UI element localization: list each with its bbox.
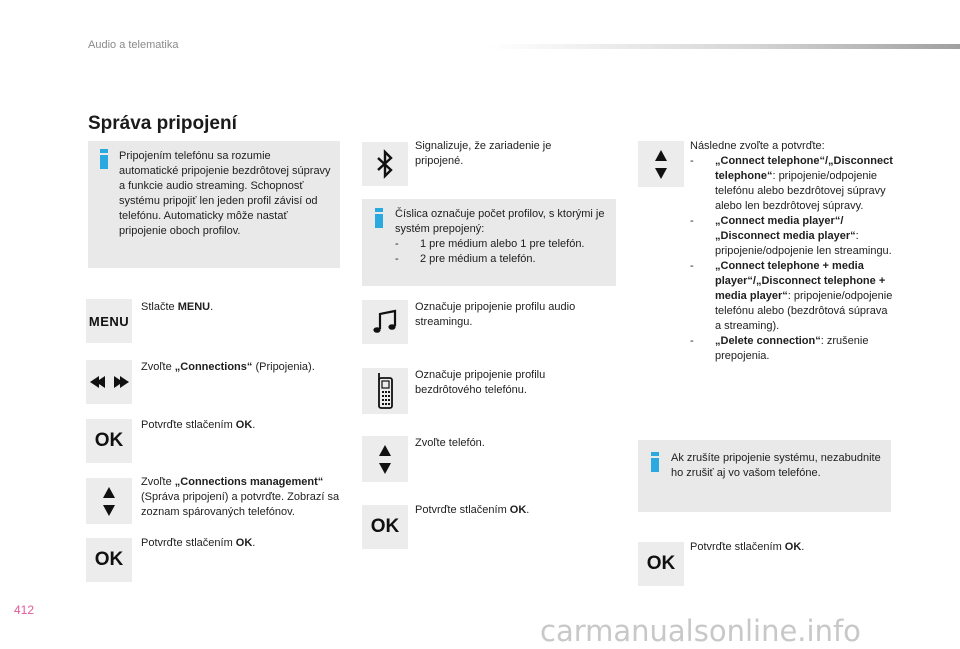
ok-button-icon: OK (86, 419, 132, 463)
music-note-icon (362, 300, 408, 344)
option-connect-telephone-media: - „Connect telephone + media player“/„Disconnect telephone + media player“: pripojenie/odpojenie telefónu alebo (bezdrôtová súprava a streaming). (690, 260, 893, 332)
page-title: Správa pripojení (88, 113, 237, 134)
ok-button-icon: OK (86, 538, 132, 582)
up-down-arrows-icon (86, 478, 132, 524)
info-box-disconnect (638, 440, 891, 512)
step-confirm-ok-4: Potvrďte stlačením OK. (690, 541, 805, 553)
connection-options-list: Následne zvoľte a potvrďte: - „Connect telephone“/„Disconnect telephone“: pripojenie/odpojenie telefónu alebo bezdrôtovej súpravy alebo len bezdrôtovej súpravy. - „Connect media player“/„Disconnect media player“: pripojenie/odpojenie len streamingu. - „Connect telephone + media player“/„Disconnect telephone + media player“: pripojenie/odpojenie telefónu alebo (bezdrôtová súprava a streaming). - „Delete connection“: zrušenie prepojenia. (690, 139, 895, 364)
step-select-phone: Zvoľte telefón. (415, 437, 485, 449)
info-box-connection (88, 141, 340, 268)
step-confirm-ok-2: Potvrďte stlačením OK. (141, 537, 256, 549)
step-confirm-ok-3: Potvrďte stlačením OK. (415, 504, 530, 516)
info-text: Pripojením telefónu sa rozumie automatické pripojenie bezdrôtovej súpravy a funkcie audio streaming. Schopnosť systému pripojiť len jeden profil závisí od telefónu. Automaticky môže nastať pripojenie oboch profilov. (119, 150, 331, 237)
left-right-arrows-icon (86, 360, 132, 404)
ok-button-icon: OK (638, 542, 684, 586)
option-connect-media-player: - „Connect media player“/„Disconnect media player“: pripojenie/odpojenie len streamingu. (690, 215, 892, 257)
info-text: Ak zrušíte pripojenie systému, nezabudnite ho zrušiť aj vo vašom telefóne. (671, 452, 881, 479)
option-connect-telephone: - „Connect telephone“/„Disconnect telephone“: pripojenie/odpojenie telefónu alebo bezdrôtovej súpravy alebo len bezdrôtovej súpravy. (690, 155, 893, 212)
info-text: Číslica označuje počet profilov, s ktorými je systém prepojený: - 1 pre médium alebo 1 pre telefón. - 2 pre médium a telefón. (395, 207, 609, 267)
bluetooth-icon (362, 142, 408, 186)
header-divider (488, 44, 960, 49)
ok-button-icon: OK (362, 505, 408, 549)
profile-count-item: - 2 pre médium a telefón. (395, 253, 536, 265)
step-press-menu: Stlačte MENU. (141, 301, 214, 313)
menu-button-icon: MENU (86, 299, 132, 343)
phone-profile-description: Označuje pripojenie profilu bezdrôtového telefónu. (415, 369, 546, 396)
page-number: 412 (14, 603, 35, 617)
section-title: Audio a telematika (88, 39, 179, 51)
info-box-profiles (362, 199, 616, 286)
mobile-phone-icon (362, 368, 408, 414)
bluetooth-description: Signalizuje, že zariadenie je pripojené. (415, 140, 552, 167)
step-connections-management: Zvoľte „Connections management“ (Správa pripojení) a potvrďte. Zobrazí sa zoznam spárovaných telefónov. (141, 476, 340, 518)
step-select-connections: Zvoľte „Connections“ (Pripojenia). (141, 361, 315, 373)
option-delete-connection: - „Delete connection“: zrušenie prepojenia. (690, 335, 869, 362)
up-down-arrows-icon (362, 436, 408, 482)
audio-profile-description: Označuje pripojenie profilu audio streamingu. (415, 301, 576, 328)
profile-count-item: - 1 pre médium alebo 1 pre telefón. (395, 238, 585, 250)
up-down-arrows-icon (638, 141, 684, 187)
step-confirm-ok-1: Potvrďte stlačením OK. (141, 419, 256, 431)
watermark: carmanualsonline.info (540, 614, 861, 648)
